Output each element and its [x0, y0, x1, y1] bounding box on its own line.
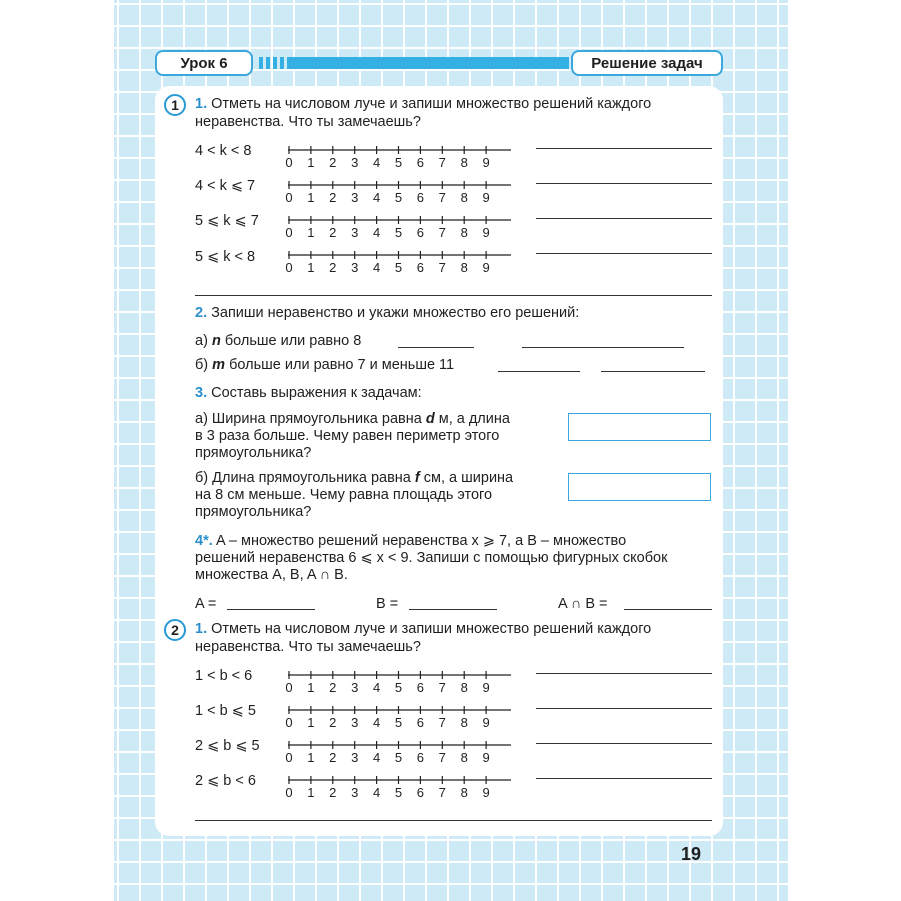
number-ray-label: 2 — [329, 260, 337, 275]
answer-line[interactable] — [536, 148, 712, 149]
task-text: 1. Отметь на числовом луче и запиши множество решений каждого — [195, 621, 652, 637]
answer-box[interactable] — [568, 473, 711, 501]
answer-line[interactable] — [536, 218, 712, 219]
set-b-label: B = — [376, 596, 399, 612]
inequality-label: 1 < b < 6 — [195, 668, 253, 684]
number-ray-label: 2 — [329, 190, 337, 205]
section-badge: 2 — [164, 619, 186, 641]
section-badge: 1 — [164, 94, 186, 116]
number-ray-label: 7 — [438, 715, 446, 730]
number-ray-label: 1 — [307, 750, 315, 765]
number-ray-label: 1 — [307, 715, 315, 730]
number-ray-label: 3 — [351, 190, 359, 205]
number-ray-label: 1 — [307, 680, 315, 695]
task-text: 3. Составь выражения к задачам: — [195, 385, 422, 401]
number-ray-label: 3 — [351, 155, 359, 170]
answer-line[interactable] — [498, 371, 580, 372]
number-ray-label: 5 — [394, 190, 403, 205]
number-ray-label: 6 — [416, 715, 425, 730]
number-ray-label: 8 — [460, 750, 468, 765]
number-ray-label: 8 — [460, 225, 468, 240]
answer-line[interactable] — [195, 820, 712, 821]
number-ray-label: 0 — [285, 155, 293, 170]
answer-line[interactable] — [195, 295, 712, 296]
answer-line[interactable] — [522, 347, 684, 348]
problem-text: в 3 раза больше. Чему равен периметр этого — [195, 428, 500, 444]
number-ray-label: 7 — [438, 260, 446, 275]
number-ray-label: 7 — [438, 190, 446, 205]
number-ray-label: 3 — [351, 750, 359, 765]
answer-line[interactable] — [409, 609, 497, 610]
number-ray-label: 3 — [351, 225, 359, 240]
problem-text: прямоугольника? — [195, 504, 312, 520]
task-text: неравенства. Что ты замечаешь? — [195, 114, 421, 130]
number-ray-label: 8 — [460, 785, 468, 800]
number-ray-label: 9 — [482, 715, 490, 730]
answer-line[interactable] — [536, 778, 712, 779]
number-ray-label: 5 — [394, 750, 403, 765]
number-ray-label: 6 — [416, 225, 425, 240]
number-ray-label: 7 — [438, 750, 446, 765]
answer-line[interactable] — [536, 673, 712, 674]
task-text: 2. Запиши неравенство и укажи множество его решений: — [195, 305, 580, 321]
task-text: 1. Отметь на числовом луче и запиши множество решений каждого — [195, 96, 652, 112]
number-ray-label: 8 — [460, 680, 468, 695]
number-ray-label: 9 — [482, 260, 490, 275]
number-ray-label: 7 — [438, 680, 446, 695]
lesson-label: Урок 6 — [155, 50, 253, 76]
number-ray-label: 3 — [351, 785, 359, 800]
problem-text: на 8 см меньше. Чему равна площадь этого — [195, 487, 493, 503]
number-ray-label: 9 — [482, 680, 490, 695]
answer-line[interactable] — [624, 609, 712, 610]
number-ray-label: 5 — [394, 260, 403, 275]
number-ray-label: 7 — [438, 785, 446, 800]
number-ray-label: 6 — [416, 260, 425, 275]
number-ray-label: 6 — [416, 750, 425, 765]
answer-line[interactable] — [601, 371, 705, 372]
subtask-b: б) m больше или равно 7 и меньше 11 — [195, 357, 455, 373]
answer-line[interactable] — [536, 743, 712, 744]
number-ray-label: 9 — [482, 155, 490, 170]
answer-box[interactable] — [568, 413, 711, 441]
number-ray-label: 9 — [482, 785, 490, 800]
set-a-label: A = — [195, 596, 217, 612]
number-ray-label: 0 — [285, 260, 293, 275]
subtask-a: а) n больше или равно 8 — [195, 333, 362, 349]
number-ray-label: 0 — [285, 715, 293, 730]
number-ray-label: 1 — [307, 190, 315, 205]
number-ray-label: 2 — [329, 155, 337, 170]
answer-line[interactable] — [398, 347, 474, 348]
answer-line[interactable] — [536, 183, 712, 184]
number-ray-label: 1 — [307, 225, 315, 240]
answer-line[interactable] — [227, 609, 315, 610]
number-ray-label: 5 — [394, 715, 403, 730]
number-ray-label: 0 — [285, 190, 293, 205]
number-ray-label: 4 — [372, 260, 381, 275]
number-ray-label: 8 — [460, 715, 468, 730]
problem-text: а) Ширина прямоугольника равна d м, а длина — [195, 411, 510, 427]
inequality-label: 4 < k ⩽ 7 — [195, 178, 256, 194]
problem-text: б) Длина прямоугольника равна f см, а ширина — [195, 470, 514, 486]
number-ray-label: 4 — [372, 715, 381, 730]
inequality-label: 5 ⩽ k ⩽ 7 — [195, 213, 259, 229]
page-number: 19 — [681, 844, 702, 864]
number-ray-label: 9 — [482, 190, 490, 205]
number-ray-label: 0 — [285, 225, 293, 240]
answer-line[interactable] — [536, 253, 712, 254]
task-text: 4*. A – множество решений неравенства x ⩾ 7, а B – множество — [195, 533, 627, 549]
number-ray-label: 0 — [285, 750, 293, 765]
number-ray-label: 0 — [285, 785, 293, 800]
answer-line[interactable] — [536, 708, 712, 709]
number-ray-label: 4 — [372, 680, 381, 695]
number-ray-label: 5 — [394, 680, 403, 695]
number-ray-label: 3 — [351, 715, 359, 730]
number-ray-label: 6 — [416, 155, 425, 170]
number-ray-label: 3 — [351, 260, 359, 275]
number-ray-label: 9 — [482, 750, 490, 765]
task-text: решений неравенства 6 ⩽ x < 9. Запиши с помощью фигурных скобок — [195, 550, 668, 566]
number-ray-label: 2 — [329, 680, 337, 695]
set-ab-label: A ∩ B = — [558, 596, 608, 612]
inequality-label: 2 ⩽ b ⩽ 5 — [195, 738, 260, 754]
number-ray-label: 2 — [329, 785, 337, 800]
number-ray-label: 6 — [416, 190, 425, 205]
number-ray-label: 1 — [307, 155, 315, 170]
task-text: множества A, B, A ∩ B. — [195, 567, 348, 583]
number-ray-label: 5 — [394, 225, 403, 240]
number-ray-label: 4 — [372, 785, 381, 800]
number-ray-label: 9 — [482, 225, 490, 240]
number-ray-label: 7 — [438, 155, 446, 170]
number-ray-label: 7 — [438, 225, 446, 240]
number-ray-label: 4 — [372, 190, 381, 205]
inequality-label: 1 < b ⩽ 5 — [195, 703, 256, 719]
topic-label: Решение задач — [571, 50, 723, 76]
inequality-label: 4 < k < 8 — [195, 143, 252, 159]
number-ray-label: 4 — [372, 225, 381, 240]
number-ray-label: 3 — [351, 680, 359, 695]
number-ray-label: 2 — [329, 715, 337, 730]
number-ray-label: 8 — [460, 260, 468, 275]
number-ray-label: 1 — [307, 260, 315, 275]
number-ray-label: 8 — [460, 190, 468, 205]
number-ray-label: 4 — [372, 750, 381, 765]
inequality-label: 5 ⩽ k < 8 — [195, 249, 256, 265]
number-ray-label: 6 — [416, 680, 425, 695]
inequality-label: 2 ⩽ b < 6 — [195, 773, 256, 789]
number-ray-label: 1 — [307, 785, 315, 800]
number-ray-label: 6 — [416, 785, 425, 800]
number-ray-label: 5 — [394, 785, 403, 800]
number-ray-label: 4 — [372, 155, 381, 170]
problem-text: прямоугольника? — [195, 445, 312, 461]
number-ray-label: 5 — [394, 155, 403, 170]
number-ray-label: 8 — [460, 155, 468, 170]
number-ray-label: 2 — [329, 750, 337, 765]
number-ray-label: 2 — [329, 225, 337, 240]
task-text: неравенства. Что ты замечаешь? — [195, 639, 421, 655]
number-ray-label: 0 — [285, 680, 293, 695]
